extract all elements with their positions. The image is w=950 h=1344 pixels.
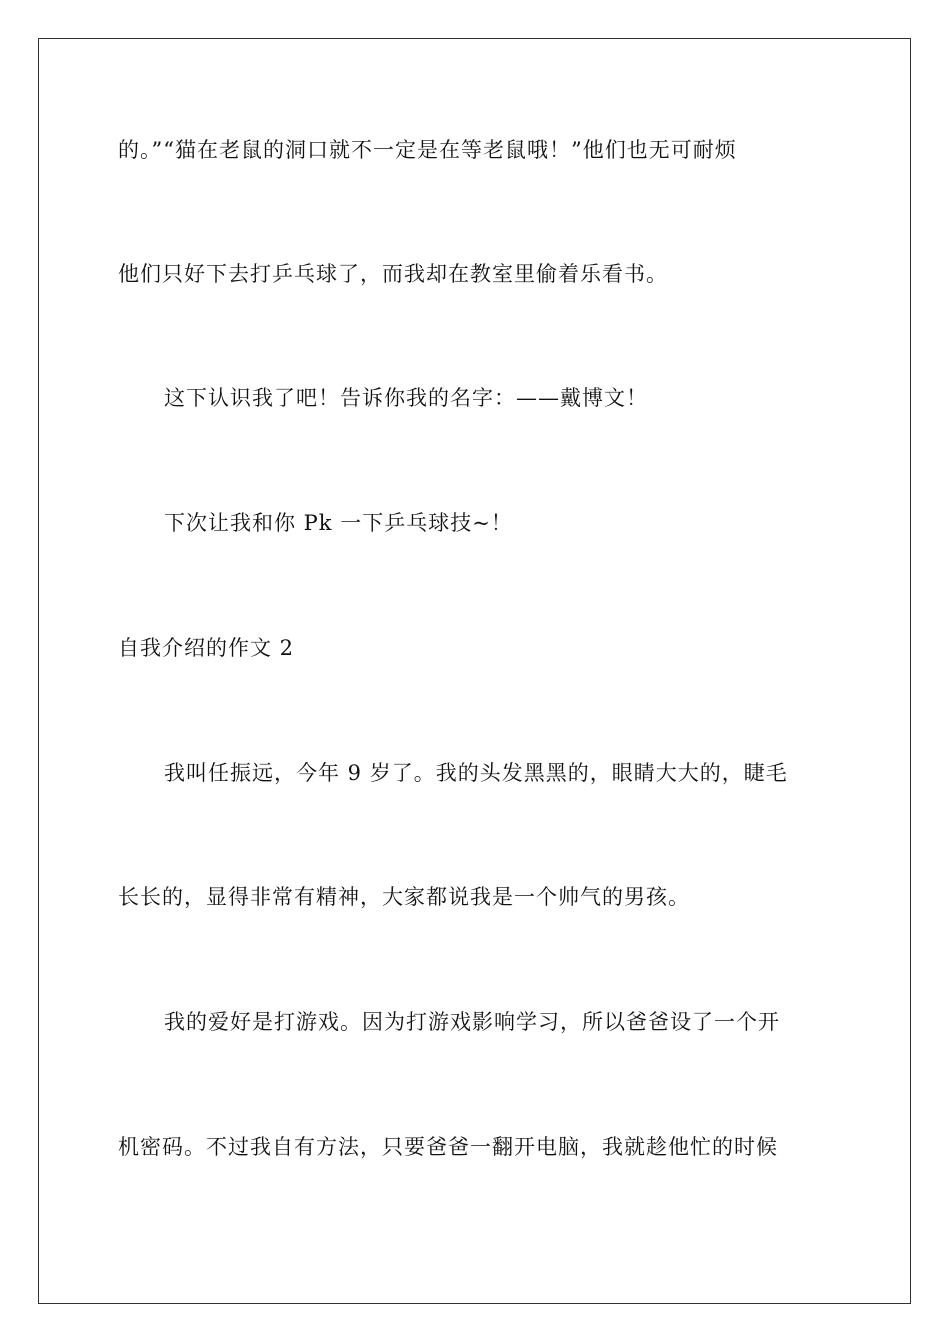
page-border — [38, 38, 911, 1304]
paragraph-line: 这下认识我了吧！告诉你我的名字：——戴博文！ — [164, 386, 648, 410]
paragraph-line: 我叫任振远，今年 9 岁了。我的头发黑黑的，眼睛大大的，睫毛 — [164, 761, 788, 785]
paragraph-line: 的。”“猫在老鼠的洞口就不一定是在等老鼠哦！”他们也无可耐烦 — [118, 138, 737, 162]
paragraph-line: 长长的，显得非常有精神，大家都说我是一个帅气的男孩。 — [118, 885, 690, 909]
paragraph-line: 下次让我和你 Pk 一下乒乓球技~！ — [164, 511, 513, 535]
paragraph-line: 机密码。不过我自有方法，只要爸爸一翻开电脑，我就趁他忙的时候 — [118, 1135, 778, 1159]
paragraph-line: 我的爱好是打游戏。因为打游戏影响学习，所以爸爸设了一个开 — [164, 1010, 780, 1034]
paragraph-line: 他们只好下去打乒乓球了，而我却在教室里偷着乐看书。 — [118, 262, 668, 286]
section-heading: 自我介绍的作文 2 — [118, 636, 295, 660]
